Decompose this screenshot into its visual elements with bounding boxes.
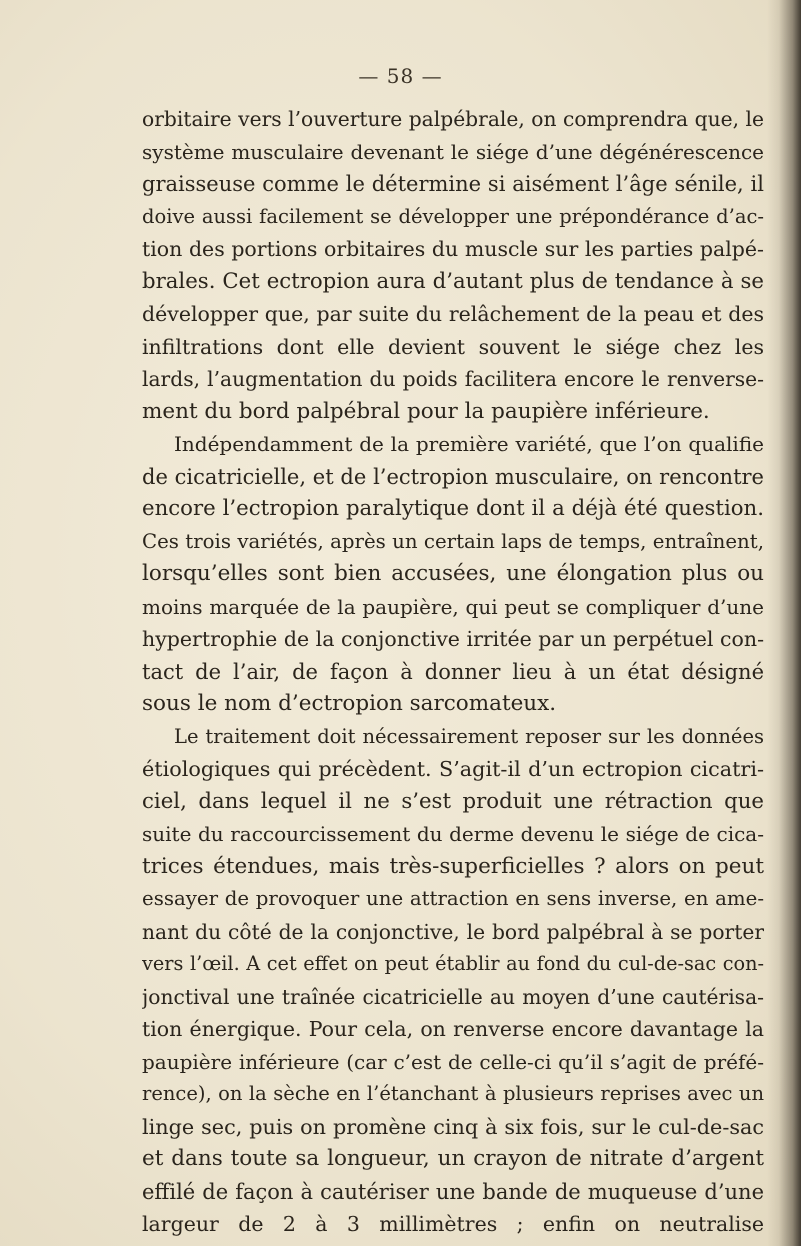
text-line: encore l’ectropion paralytique dont il a déjà été question. bbox=[142, 496, 764, 521]
text-line: jonctival une traînée cicatricielle au moyen d’une cautérisa- bbox=[142, 984, 764, 1009]
text-line: suite du raccourcissement du derme devenu le siége de cica- bbox=[142, 822, 764, 846]
text-line: tact de l’air, de façon à donner lieu à un état désigné bbox=[142, 659, 764, 684]
text-line: Indépendamment de la première variété, que l’on qualifie bbox=[174, 432, 764, 456]
text-line: système musculaire devenant le siége d’une dégénérescence bbox=[142, 139, 764, 164]
text-line: trices étendues, mais très-superficielles ? alors on peut bbox=[142, 853, 764, 879]
text-line: graisseuse comme le détermine si aisément l’âge sénile, il bbox=[142, 172, 764, 196]
text-line: Ces trois variétés, après un certain laps de temps, entraînent, bbox=[142, 529, 764, 553]
text-line: Le traitement doit nécessairement reposer sur les données bbox=[174, 724, 764, 748]
text-line: orbitaire vers l’ouverture palpébrale, on comprendra que, le bbox=[142, 107, 764, 131]
page-edge-shadow bbox=[767, 0, 801, 1246]
text-line: hypertrophie de la conjonctive irritée par un perpétuel con- bbox=[142, 627, 764, 651]
text-line: sous le nom d’ectropion sarcomateux. bbox=[142, 691, 557, 716]
text-line: ment du bord palpébral pour la paupière inférieure. bbox=[142, 398, 710, 424]
text-line: essayer de provoquer une attraction en sens inverse, en ame- bbox=[142, 887, 764, 910]
text-line: ciel, dans lequel il ne s’est produit une rétraction que bbox=[142, 788, 764, 814]
text-line: vers l’œil. A cet effet on peut établir au fond du cul-de-sac con- bbox=[142, 952, 764, 975]
text-line: paupière inférieure (car c’est de celle-ci qu’il s’agit de préfé- bbox=[142, 1049, 764, 1074]
text-line: linge sec, puis on promène cinq à six fois, sur le cul-de-sac bbox=[142, 1114, 764, 1139]
text-line: doive aussi facilement se développer une prépondérance d’ac- bbox=[142, 204, 764, 228]
text-line: lorsqu’elles sont bien accusées, une élongation plus ou bbox=[142, 561, 764, 586]
text-line: brales. Cet ectropion aura d’autant plus de tendance à se bbox=[142, 268, 764, 294]
text-line: tion des portions orbitaires du muscle sur les parties palpé- bbox=[142, 237, 764, 261]
text-line: largeur de 2 à 3 millimètres ; enfin on neutralise bbox=[142, 1212, 764, 1236]
text-line: tion énergique. Pour cela, on renverse encore davantage la bbox=[142, 1017, 764, 1041]
text-line: nant du côté de la conjonctive, le bord palpébral à se porter bbox=[142, 919, 764, 944]
text-line: développer que, par suite du relâchement de la peau et des bbox=[142, 302, 764, 326]
text-line: rence), on la sèche en l’étanchant à plusieurs reprises avec un bbox=[142, 1082, 764, 1105]
page-number: — 58 — bbox=[358, 64, 443, 88]
text-line: lards, l’augmentation du poids facilitera encore le renverse- bbox=[142, 367, 764, 391]
body-text bbox=[142, 103, 764, 1241]
text-line: étiologiques qui précèdent. S’agit-il d’un ectropion cicatri- bbox=[142, 757, 764, 781]
text-line: moins marquée de la paupière, qui peut se compliquer d’une bbox=[142, 594, 764, 619]
text-line: effilé de façon à cautériser une bande de muqueuse d’une bbox=[142, 1179, 764, 1204]
text-line: infiltrations dont elle devient souvent le siége chez les bbox=[142, 334, 764, 359]
text-line: et dans toute sa longueur, un crayon de nitrate d’argent bbox=[142, 1146, 764, 1171]
text-line: de cicatricielle, et de l’ectropion musculaire, on rencontre bbox=[142, 464, 764, 489]
